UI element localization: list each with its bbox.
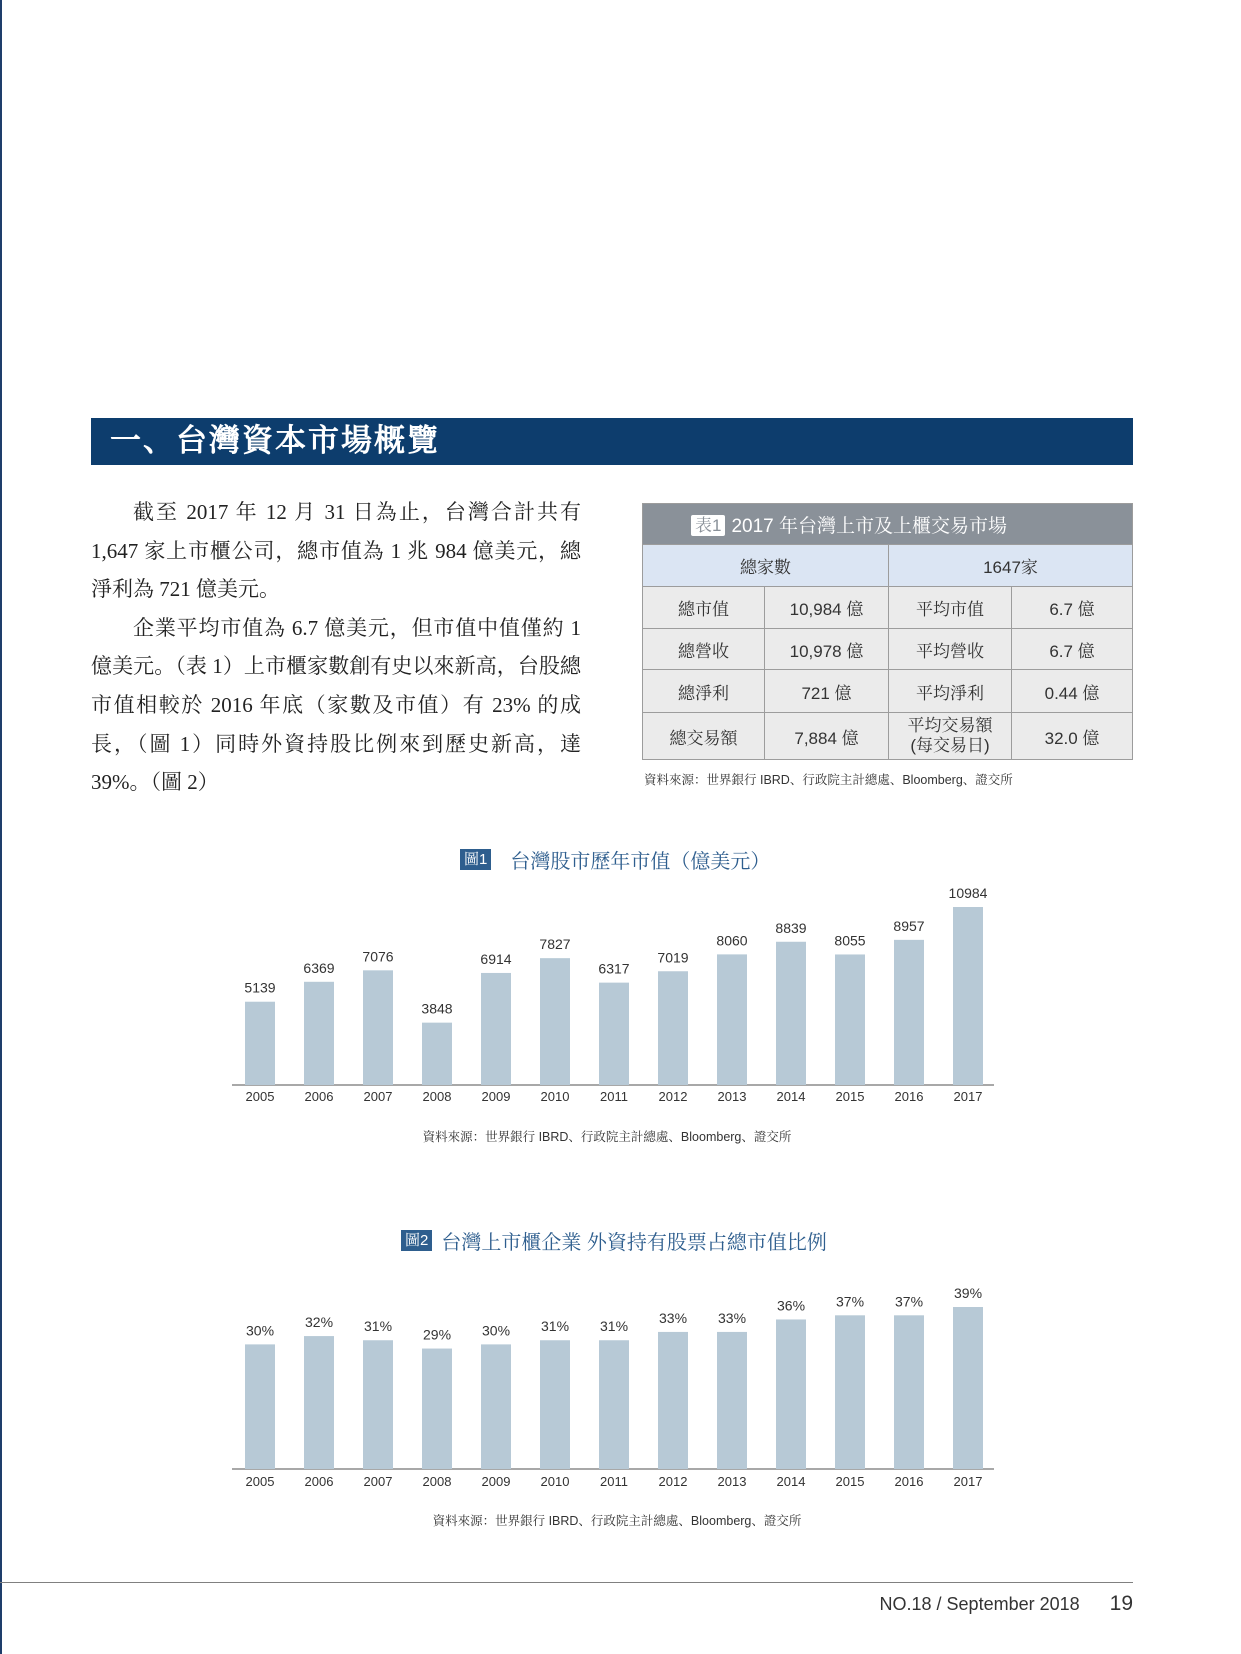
data-label-unit: % [379, 1318, 393, 1335]
table-cell-label: 總交易額 [643, 713, 765, 760]
figure-badge: 圖1 [460, 849, 491, 870]
data-label-unit: % [497, 1322, 511, 1339]
bar-2016 [894, 1315, 924, 1469]
data-label-unit: % [733, 1309, 747, 1326]
table-cell-avg-label: 平均交易額 (每交易日) [889, 713, 1012, 760]
figure-1-source-note: 資料來源：世界銀行 IBRD、行政院主計總處、Bloomberg、證交所 [422, 1130, 792, 1144]
data-label-2008 [421, 1001, 452, 1017]
table-header-cell [643, 504, 1133, 545]
data-label-2005 [246, 1322, 274, 1338]
market-summary-table [642, 503, 1132, 760]
bar-2013 [717, 954, 747, 1085]
data-label-value: 30 [245, 1322, 262, 1339]
bar-2011 [599, 983, 629, 1085]
data-label-2010 [539, 936, 570, 952]
data-label-2016 [895, 1293, 923, 1309]
x-tick-2007: 2007 [363, 1089, 393, 1104]
data-label-value: 37 [894, 1293, 911, 1310]
data-label-2010 [541, 1318, 569, 1334]
data-label-value: 7076 [362, 948, 394, 965]
x-tick-2008: 2008 [422, 1089, 452, 1104]
issue-label: NO.18 / September 2018 [879, 1593, 1080, 1614]
data-label-2008 [423, 1327, 451, 1343]
bar-2017 [953, 1307, 983, 1469]
data-label-value: 8839 [775, 919, 807, 936]
x-tick-2011: 2011 [600, 1089, 628, 1104]
table-cell-value: 10,984 億 [765, 587, 889, 629]
table-source-note: 資料來源：世界銀行 IBRD、行政院主計總處、Bloomberg、證交所 [644, 773, 1013, 787]
table-badge: 表1 [691, 515, 725, 536]
data-label-2007 [364, 1318, 392, 1334]
foreign-ownership-bar-chart [220, 1270, 1010, 1500]
data-label-2013 [718, 1310, 746, 1326]
table [642, 503, 1133, 760]
data-label-2017 [949, 885, 988, 901]
table-row [643, 587, 1133, 629]
table-header-row [643, 504, 1133, 545]
x-tick-2010: 2010 [540, 1474, 570, 1489]
table-cell-avg-label: 平均淨利 [889, 670, 1012, 713]
data-label-2011 [598, 961, 629, 977]
x-tick-2011: 2011 [600, 1474, 628, 1489]
data-label-2007 [362, 948, 393, 964]
data-label-2013 [716, 932, 747, 948]
bar-2006 [304, 1336, 334, 1469]
bar-2014 [776, 1319, 806, 1469]
data-label-value: 3848 [421, 1000, 453, 1017]
data-label-2005 [244, 980, 275, 996]
x-tick-2008: 2008 [422, 1474, 452, 1489]
data-label-2009 [480, 951, 511, 967]
page-footer [733, 1591, 1133, 1617]
bar-2012 [658, 971, 688, 1085]
body-paragraph: 截至 2017 年 12 月 31 日為止，台灣合計共有 1,647 家上市櫃公司，總市值為 1 兆 984 億美元，總淨利為 721 億美元。 [91, 500, 581, 602]
x-tick-2016: 2016 [894, 1089, 924, 1104]
data-label-unit: % [851, 1293, 865, 1310]
data-label-value: 33 [658, 1309, 675, 1326]
data-label-value: 7827 [539, 936, 571, 953]
table-cell-value: 721 億 [765, 670, 889, 713]
bar-2010 [540, 1340, 570, 1469]
x-tick-2015: 2015 [835, 1089, 865, 1104]
data-label-value: 36 [776, 1297, 793, 1314]
data-label-value: 8957 [893, 917, 925, 934]
data-label-2015 [834, 932, 865, 948]
table-cell-avg-value: 6.7 億 [1012, 587, 1133, 629]
body-text [91, 493, 581, 802]
data-label-value: 6369 [303, 959, 335, 976]
table-cell-avg-value: 0.44 億 [1012, 670, 1133, 713]
bar-2009 [481, 1344, 511, 1469]
data-label-value: 10984 [948, 885, 988, 901]
data-label-unit: % [615, 1318, 629, 1335]
table-cell-label: 總淨利 [643, 670, 765, 713]
x-tick-2014: 2014 [776, 1089, 806, 1104]
data-label-2015 [836, 1293, 864, 1309]
data-label-unit: % [969, 1285, 983, 1301]
table-cell-label: 總家數 [643, 545, 889, 587]
data-label-unit: % [261, 1322, 275, 1339]
page-edge-rule [0, 0, 2, 1654]
data-label-value: 8055 [834, 932, 866, 949]
bar-2011 [599, 1340, 629, 1469]
data-label-2011 [600, 1318, 628, 1334]
table-cell-label: 總營收 [643, 629, 765, 670]
table-cell-avg-label: 平均市值 [889, 587, 1012, 629]
data-label-2012 [657, 949, 688, 965]
figure-1-title [460, 846, 770, 872]
market-cap-bar-chart [220, 880, 1010, 1110]
data-label-unit: % [320, 1314, 334, 1331]
x-tick-2012: 2012 [658, 1089, 688, 1104]
data-label-2014 [775, 920, 806, 936]
data-label-value: 32 [304, 1314, 321, 1331]
section-heading-bar [91, 418, 1133, 465]
bar-2014 [776, 942, 806, 1085]
x-tick-2016: 2016 [894, 1474, 924, 1489]
figure-title-text: 台灣上市櫃企業 外資持有股票占總市值比例 [441, 1231, 827, 1254]
data-label-value: 31 [599, 1318, 616, 1335]
data-label-value: 5139 [244, 979, 276, 996]
x-tick-2015: 2015 [835, 1474, 865, 1489]
table-cell-avg-label: 平均營收 [889, 629, 1012, 670]
figure-2-source-note: 資料來源：世界銀行 IBRD、行政院主計總處、Bloomberg、證交所 [432, 1514, 802, 1528]
x-tick-2010: 2010 [540, 1089, 570, 1104]
x-tick-2007: 2007 [363, 1474, 393, 1489]
x-tick-2005: 2005 [245, 1089, 275, 1104]
table-cell-value: 7,884 億 [765, 713, 889, 760]
bar-2007 [363, 970, 393, 1085]
figure-2-title [401, 1227, 827, 1253]
data-label-value: 30 [481, 1322, 498, 1339]
table-cell-value: 10,978 億 [765, 629, 889, 670]
x-tick-2006: 2006 [304, 1089, 334, 1104]
x-tick-2017: 2017 [953, 1089, 983, 1104]
data-label-unit: % [792, 1297, 806, 1314]
body-paragraph: 企業平均市值為 6.7 億美元，但市值中值僅約 1 億美元。（表 1）上市櫃家數創有史以來新高，台股總市值相較於 2016 年底（家數及市值）有 23% 的成長，（圖 1）同時外資持股比例來到歷史新高，達 39%。（圖 2） [91, 615, 581, 795]
table-title: 2017 年台灣上市及上櫃交易市場 [731, 515, 1008, 537]
data-label-2014 [777, 1297, 805, 1313]
x-tick-2006: 2006 [304, 1474, 334, 1489]
bar-2005 [245, 1344, 275, 1469]
footer-rule [0, 1582, 1133, 1583]
data-label-value: 39 [953, 1285, 970, 1301]
bar-2009 [481, 973, 511, 1085]
x-tick-2013: 2013 [717, 1089, 747, 1104]
x-tick-2017: 2017 [953, 1474, 983, 1489]
table-row [643, 670, 1133, 713]
table-cell-label: 總市值 [643, 587, 765, 629]
table-row [643, 545, 1133, 587]
page-number: 19 [1109, 1592, 1133, 1615]
bar-2007 [363, 1340, 393, 1469]
x-tick-2005: 2005 [245, 1474, 275, 1489]
x-tick-2009: 2009 [481, 1474, 511, 1489]
x-tick-2012: 2012 [658, 1474, 688, 1489]
data-label-2009 [482, 1322, 510, 1338]
bar-2006 [304, 982, 334, 1085]
data-label-2006 [303, 960, 334, 976]
bar-2015 [835, 954, 865, 1085]
data-label-unit: % [674, 1309, 688, 1326]
data-label-2012 [659, 1310, 687, 1326]
bar-2012 [658, 1332, 688, 1469]
bar-2017 [953, 907, 983, 1085]
figure-title-text: 台灣股市歷年市值（億美元） [510, 850, 771, 873]
figure-badge: 圖2 [401, 1230, 432, 1251]
bar-2008 [422, 1023, 452, 1085]
x-tick-2013: 2013 [717, 1474, 747, 1489]
data-label-unit: % [438, 1326, 452, 1343]
data-label-value: 37 [835, 1293, 852, 1310]
table-cell-avg-value: 6.7 億 [1012, 629, 1133, 670]
table-cell-avg-value: 32.0 億 [1012, 713, 1133, 760]
bar-2010 [540, 958, 570, 1085]
bar-2005 [245, 1002, 275, 1085]
data-label-2006 [305, 1314, 333, 1330]
data-label-value: 29 [422, 1326, 439, 1343]
data-label-value: 31 [540, 1318, 557, 1335]
data-label-unit: % [556, 1318, 570, 1335]
table-row [643, 629, 1133, 670]
bar-2016 [894, 940, 924, 1085]
x-tick-2014: 2014 [776, 1474, 806, 1489]
x-tick-2009: 2009 [481, 1089, 511, 1104]
data-label-value: 31 [363, 1318, 380, 1335]
data-label-value: 6914 [480, 950, 512, 967]
section-title: 一、台灣資本市場概覽 [110, 423, 440, 459]
bar-2008 [422, 1349, 452, 1469]
data-label-value: 8060 [716, 932, 748, 949]
data-label-value: 7019 [657, 949, 689, 966]
data-label-value: 6317 [598, 960, 630, 977]
data-label-value: 33 [717, 1309, 734, 1326]
data-label-2016 [893, 918, 924, 934]
bar-2013 [717, 1332, 747, 1469]
table-row [643, 713, 1133, 760]
data-label-unit: % [910, 1293, 924, 1310]
table-cell-value: 1647家 [889, 545, 1133, 587]
bar-2015 [835, 1315, 865, 1469]
data-label-2017 [954, 1285, 982, 1301]
